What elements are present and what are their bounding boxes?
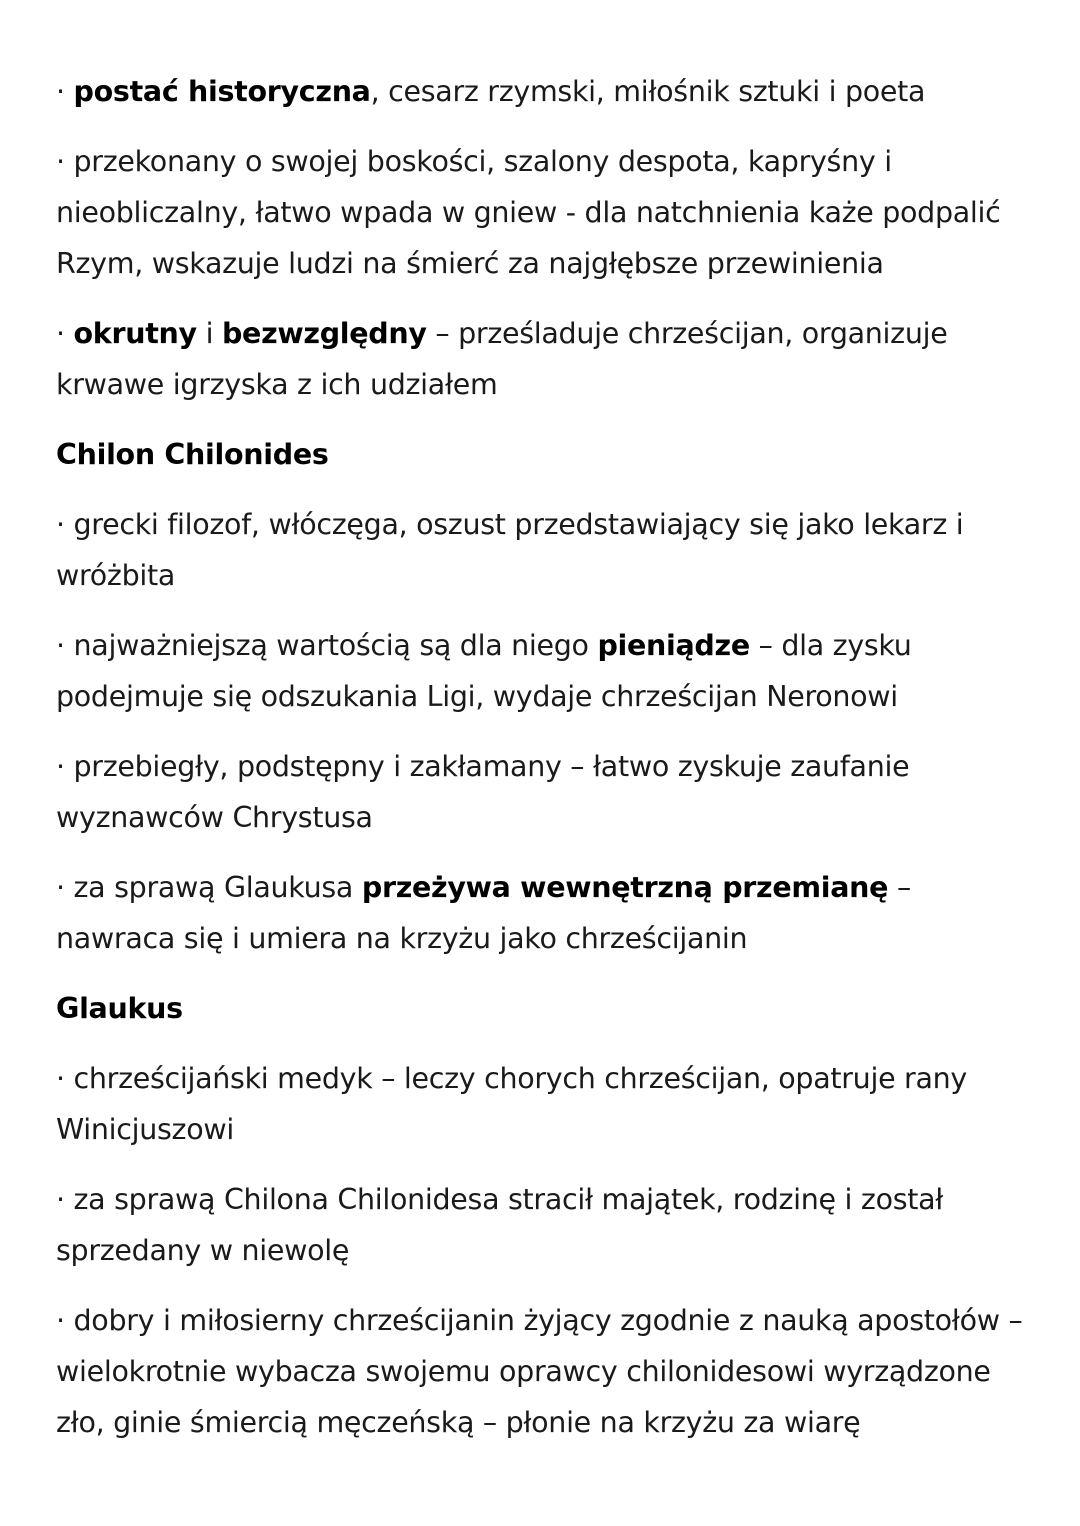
body-text: · [56,317,74,350]
heading-chilon: Chilon Chilonides [56,438,329,471]
chilon-trait-conversion [56,862,1031,964]
emphasis-text: bezwzględny [221,317,427,350]
nero-trait-historical [56,66,1031,117]
glaukus-trait-medic [56,1053,1031,1155]
body-text: · dobry i miłosierny chrześcijanin żyjący zgodnie z nauką apostołów – wielokrotnie wybacza swojemu oprawcy chilonidesowi wyrządzone zło, ginie śmiercią męczeńską – płonie na krzyżu za wiarę [56,1304,1023,1439]
body-text: – nawraca się i umiera na krzyżu jako chrześcijanin [56,871,911,955]
emphasis-text: pieniądze [597,629,750,662]
body-text: · [56,75,74,108]
body-text: · grecki filozof, włóczęga, oszust przedstawiający się jako lekarz i wróżbita [56,508,964,592]
emphasis-text: postać historyczna [73,75,371,108]
body-text: i [196,317,222,350]
nero-trait-cruel [56,308,1031,410]
document-page [56,66,1031,1467]
chilon-trait-cunning [56,741,1031,843]
body-text: · chrześcijański medyk – leczy chorych chrześcijan, opatruje rany Winicjuszowi [56,1062,967,1146]
body-text: – dla zysku podejmuje się odszukania Ligi, wydaje chrześcijan Neronowi [56,629,912,713]
chilon-trait-philosopher [56,499,1031,601]
body-text: · najważniejszą wartością są dla niego [56,629,598,662]
body-text: · za sprawą Glaukusa [56,871,362,904]
nero-trait-despot [56,136,1031,289]
body-text: , cesarz rzymski, miłośnik sztuki i poeta [370,75,926,108]
glaukus-trait-merciful [56,1295,1031,1448]
body-text: – prześladuje chrześcijan, organizuje krwawe igrzyska z ich udziałem [56,317,948,401]
glaukus-trait-loss [56,1174,1031,1276]
emphasis-text: okrutny [73,317,197,350]
body-text: · za sprawą Chilona Chilonidesa stracił majątek, rodzinę i został sprzedany w niewolę [56,1183,944,1267]
body-text: · przebiegły, podstępny i zakłamany – łatwo zyskuje zaufanie wyznawców Chrystusa [56,750,910,834]
chilon-trait-money [56,620,1031,722]
heading-glaukus: Glaukus [56,992,183,1025]
body-text: · przekonany o swojej boskości, szalony despota, kapryśny i nieobliczalny, łatwo wpada w gniew - dla natchnienia każe podpalić Rzym, wskazuje ludzi na śmierć za najgłębsze przewinienia [56,145,1001,280]
emphasis-text: przeżywa wewnętrzną przemianę [361,871,889,904]
